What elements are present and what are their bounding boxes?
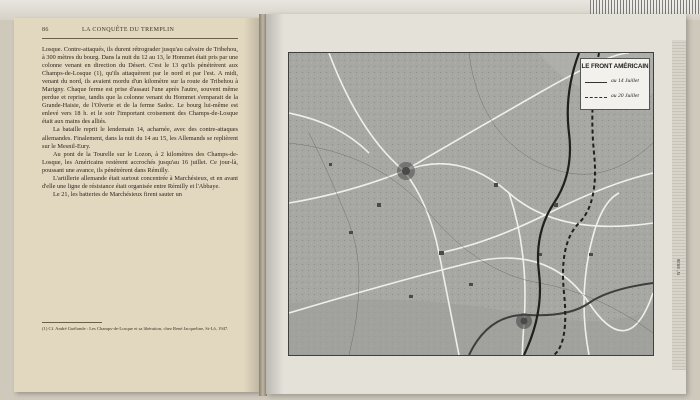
barcode-strip	[590, 0, 700, 14]
paragraph: Losque. Contre-attaqués, ils durent rétrograder jusqu'au calvaire de Tribehou, à 300 mètres du bourg. Dans la nuit du 12 au 13, le Hommet était pris par une colonne venant en direction du Désert. C'est le 13 qu'ils pénétrèrent aux Champs-de-Losque (1), qu'ils attaquèrent par le nord et par l'est. A midi, venant du nord, ils avaient mordu d'un kilomètre sur la route de Tribehou à Marigny. Chaque ferme est prise d'assaut l'une après l'autre, souvent même perdue et reprise, tandis que la colonne venant du Hommet s'emparait de la Grande-Haisie, de l'Olverie et de la ferme Sadoc. Le bourg lui-même est enlevé vers 18 h. et le soir l'important croisement des Champs-de-Losque était aux mains des alliés.	[42, 46, 238, 126]
running-title: LA CONQUÊTE DU TREMPLIN	[82, 27, 175, 33]
paragraph: Le 21, les batteries de Marchésieux firent sauter un	[53, 190, 182, 198]
body-text	[42, 46, 238, 322]
page-number: 86	[42, 27, 49, 33]
legend-dashed-line	[585, 97, 607, 98]
paragraph: La bataille reprit le lendemain 14, acharnée, avec des contre-attaques allemandes. Finalement, dans la nuit du 14 au 15, les Allemands se replièrent sur le Mesnil-Eury.	[42, 126, 238, 150]
legend-title: LE FRONT AMÉRICAIN	[581, 63, 649, 70]
running-head	[42, 27, 236, 37]
paragraph: L'artillerie allemande était surtout concentrée à Marchésieux, et en avant d'elle une ligne de résistance était organisée entre Rémilly et l'Abbaye.	[42, 174, 238, 190]
map-legend	[580, 58, 650, 110]
legend-label-14-july: au 14 Juillet	[611, 78, 639, 84]
legend-solid-line	[585, 82, 607, 83]
footnote-rule	[42, 322, 102, 323]
side-stamp: N° 8936	[676, 258, 681, 275]
footnote: (1) Cf. André Guélonde : Les Champs-de-Losque et sa libération, chez René Jacqueline, St-Lô, 1947.	[42, 326, 229, 331]
legend-label-20-july: au 20 Juillet	[611, 93, 639, 99]
paragraph: Au pont de la Tourelle sur le Lozon, à 2 kilomètres des Champs-de-Losque, les Américains restèrent accrochés jusqu'au 16 juillet. Ce jour-là, poussant une avance, ils pénétrèrent dans Rémilly.	[42, 150, 238, 174]
header-rule	[42, 38, 238, 39]
